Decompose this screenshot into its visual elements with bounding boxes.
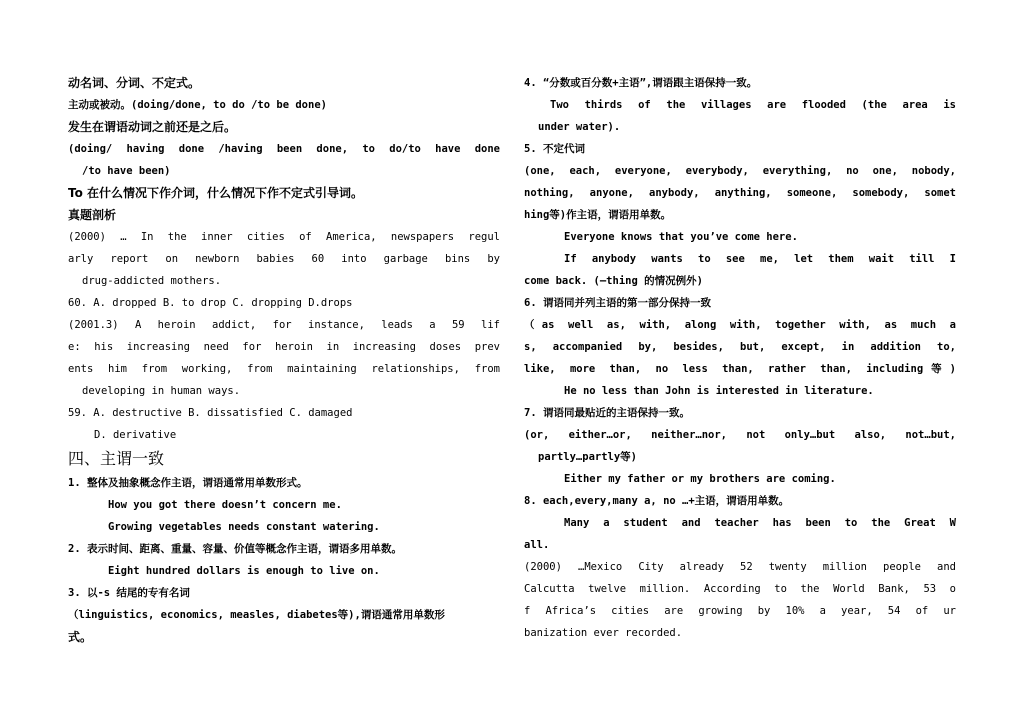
right-line-6: hing等)作主语，谓语用单数。 (524, 209, 672, 221)
left-line-17: 四、主谓一致 (68, 449, 165, 468)
left-line-14: developing in human ways. (82, 385, 241, 397)
right-line-11: （as well as, with, along with, together with, as much a (524, 319, 956, 331)
right-column (524, 72, 956, 644)
left-line-25: 式。 (68, 630, 93, 644)
right-line-10: 6. 谓语同并列主语的第一部分保持一致 (524, 297, 711, 309)
left-line-23: 3. 以-s 结尾的专有名词 (68, 587, 190, 599)
left-line-15: 59. A. destructive B. dissatisfied C. damaged (68, 407, 353, 419)
right-line-4: (one, each, everyone, everybody, everything, no one, nobody, (524, 165, 956, 177)
right-line-3: 5. 不定代词 (524, 143, 585, 155)
left-line-8: arly report on newborn babies 60 into garbage bins by (68, 253, 500, 265)
right-line-25: banization ever recorded. (524, 627, 683, 639)
right-line-7: Everyone knows that you’ve come here. (564, 231, 798, 243)
right-line-21: all. (524, 539, 550, 551)
left-line-20: Growing vegetables needs constant watering. (108, 521, 380, 533)
left-line-18: 1. 整体及抽象概念作主语，谓语通常用单数形式。 (68, 477, 308, 489)
left-line-19: How you got there doesn’t concern me. (108, 499, 342, 511)
right-line-20: Many a student and teacher has been to the Great W (564, 517, 956, 529)
left-line-2: 发生在谓语动词之前还是之后。 (68, 120, 237, 134)
left-line-7: (2000) … In the inner cities of America, newspapers regul (68, 231, 500, 243)
right-line-13: like, more than, no less than, rather than, including等) (524, 363, 956, 375)
left-line-21: 2. 表示时间、距离、重量、容量、价值等概念作主语，谓语多用单数。 (68, 543, 402, 555)
left-line-4: /to have been) (82, 165, 171, 177)
right-line-5: nothing, anyone, anybody, anything, someone, somebody, somet (524, 187, 956, 199)
right-line-16: (or, either…or, neither…nor, not only…but also, not…but, (524, 429, 956, 441)
right-line-8: If anybody wants to see me, let them wait till I (564, 253, 956, 265)
right-line-22: (2000) …Mexico City already 52 twenty million people and (524, 561, 956, 573)
left-line-1: 主动或被动。(doing/done, to do /to be done) (68, 99, 327, 111)
right-line-2: under water). (538, 121, 621, 133)
left-column (68, 72, 500, 648)
left-line-22: Eight hundred dollars is enough to live on. (108, 565, 380, 577)
right-line-24: f Africa’s cities are growing by 10% a year, 54 of ur (524, 605, 956, 617)
left-line-24: （linguistics, economics, measles, diabetes等),谓语通常用单数形 (68, 609, 445, 621)
right-line-19: 8. each,every,many a, no …+主语，谓语用单数。 (524, 495, 790, 507)
left-line-3: (doing/ having done /having been done, to do/to have done (68, 143, 500, 155)
left-line-9: drug-addicted mothers. (82, 275, 222, 287)
left-line-13: ents him from working, from maintaining relationships, from (68, 363, 500, 375)
right-line-17: partly…partly等) (538, 451, 638, 463)
right-line-15: 7. 谓语同最贴近的主语保持一致。 (524, 407, 690, 419)
right-line-1: Two thirds of the villages are flooded (the area is (550, 99, 956, 111)
right-line-14: He no less than John is interested in literature. (564, 385, 874, 397)
right-line-0: 4. “分数或百分数+主语”,谓语跟主语保持一致。 (524, 77, 758, 89)
right-line-23: Calcutta twelve million. According to the World Bank, 53 o (524, 583, 956, 595)
left-line-6: 真题剖析 (68, 208, 117, 222)
right-line-12: s, accompanied by, besides, but, except, in addition to, (524, 341, 956, 353)
right-line-18: Either my father or my brothers are coming. (564, 473, 836, 485)
left-line-12: e: his increasing need for heroin in increasing doses prev (68, 341, 500, 353)
left-line-16: D. derivative (94, 429, 177, 441)
left-line-5: To 在什么情况下作介词，什么情况下作不定式引导词。 (68, 186, 364, 200)
right-line-9: come back. (—thing 的情况例外) (524, 275, 703, 287)
left-line-10: 60. A. dropped B. to drop C. dropping D.drops (68, 297, 353, 309)
left-line-11: (2001.3) A heroin addict, for instance, leads a 59 lif (68, 319, 500, 331)
left-line-0: 动名词、分词、不定式。 (68, 76, 201, 90)
